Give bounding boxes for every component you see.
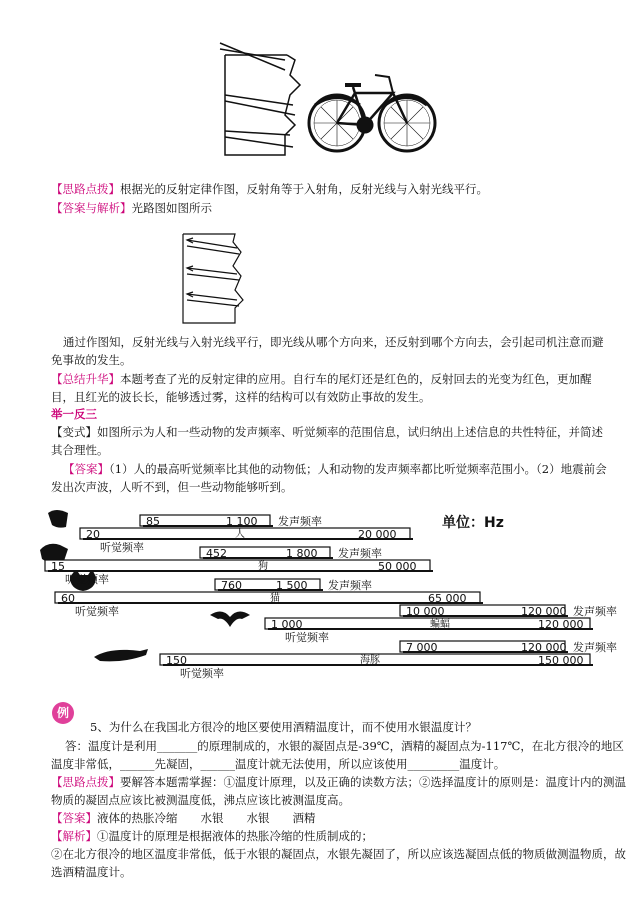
- example-analysis-line-3: 选酒精温度计。: [51, 865, 132, 879]
- emit-max-label: 120 000: [521, 641, 567, 654]
- variant-answer-label: 【答案】: [63, 462, 109, 476]
- hear-caption: 听觉频率: [65, 573, 109, 586]
- variant-answer-paragraph: [51, 460, 611, 496]
- hear-max-label: 50 000: [378, 560, 417, 573]
- hear-max-label: 120 000: [538, 618, 584, 631]
- summary-paragraph: [51, 370, 611, 406]
- hear-max-label: 65 000: [428, 592, 467, 605]
- explain-paragraph: 通过作图知，反射光线与入射光线平行，即光线从哪个方向来，还反射到哪个方向去，会引起司机注意而避免事故的发生。: [51, 335, 604, 367]
- hear-caption: 听觉频率: [180, 667, 224, 680]
- hint-line: [51, 180, 611, 198]
- emit-min-label: 7 000: [406, 641, 438, 654]
- animal-name-label: 蝙蝠: [430, 619, 450, 630]
- answer-text: 光路图如图所示: [131, 201, 212, 215]
- summary-text: 本题考查了光的反射定律的应用。自行车的尾灯还是红色的，反射回去的光变为红色，更加醒目，且红光的波长长，能够透过雾，这样的结构可以有效防止事故的发生。: [51, 372, 592, 404]
- example-answer-row: [51, 809, 611, 827]
- hint-text: 根据光的反射定律作图，反射角等于入射角，反射光线与入射光线平行。: [120, 182, 488, 196]
- emit-caption: 发声频率: [573, 605, 617, 618]
- hear-caption: 听觉频率: [75, 605, 119, 618]
- human-icon: [48, 510, 68, 528]
- reflector-bicycle-figure: [215, 35, 445, 170]
- hear-min-label: 20: [86, 528, 100, 541]
- frequency-chart: [30, 505, 620, 695]
- example-hint-text: 要解答本题需掌握：①温度计原理，以及正确的读数方法；②选择温度计的原则是：温度计内的测温: [120, 775, 626, 789]
- example-hint-line-1: [51, 773, 626, 791]
- section-title: 举一反三: [51, 407, 97, 421]
- hear-max-label: 150 000: [538, 654, 584, 667]
- example-hint-line-2: 物质的凝固点应该比被测温度低，沸点应该比被测温度高。: [51, 793, 350, 807]
- emit-caption: 发声频率: [328, 579, 372, 592]
- example-analysis-line-1: [51, 827, 611, 845]
- hear-caption: 听觉频率: [100, 541, 144, 554]
- animal-name-label: 狗: [258, 561, 268, 572]
- emit-min-label: 10 000: [406, 605, 445, 618]
- animal-name-label: 人: [235, 529, 245, 540]
- light-path-figure: [175, 228, 255, 328]
- emit-caption: 发声频率: [278, 515, 322, 528]
- unit-label: 单位：Hz: [442, 515, 504, 531]
- hear-min-label: 15: [51, 560, 65, 573]
- hear-min-label: 150: [166, 654, 187, 667]
- animal-name-label: 海豚: [360, 655, 380, 666]
- tail-reflector-drawing: [220, 43, 300, 155]
- example-analysis-label: 【解析】: [51, 829, 97, 843]
- emit-caption: 发声频率: [573, 641, 617, 654]
- animal-name-label: 猫: [270, 593, 280, 604]
- example-analysis-text: ①温度计的原理是根据液体的热胀冷缩的性质制成的；: [97, 829, 373, 843]
- bat-icon: [210, 611, 250, 627]
- variant-paragraph: [51, 423, 611, 459]
- variant-label: 【变式】: [51, 425, 97, 439]
- example-answer-label: 【答案】: [51, 811, 97, 825]
- example-analysis-line-2: ②在北方很冷的地区温度非常低，低于水银的凝固点，水银先凝固了，所以应该选凝固点低的物质做测温物质，故: [51, 847, 626, 861]
- emit-caption: 发声频率: [338, 547, 382, 560]
- example-question: 5、为什么在我国北方很冷的地区要使用酒精温度计，而不使用水银温度计？: [90, 720, 477, 734]
- hear-max-label: 20 000: [358, 528, 397, 541]
- answer-line: [51, 199, 611, 217]
- variant-answer-text: （1）人的最高听觉频率比其他的动物低；人和动物的发声频率都比听觉频率范围小。（2）地震前会发出次声波，人听不到，但一些动物能够听到。: [51, 462, 607, 494]
- example-answer-text: 液体的热胀冷缩 水银 水银 酒精: [97, 811, 316, 825]
- example-answer-line-2: 温度非常低，______先凝固，______温度计就无法使用，所以应该使用_________温度计。: [51, 757, 506, 771]
- hint-label: 【思路点拨】: [51, 182, 120, 196]
- variant-text: 如图所示为人和一些动物的发声频率、听觉频率的范围信息，试归纳出上述信息的共性特征，并简述其合理性。: [51, 425, 603, 457]
- emit-max-label: 1 100: [226, 515, 258, 528]
- hear-bar: [45, 560, 430, 571]
- example-answer-line-1: 答：温度计是利用_______的原理制成的，水银的凝固点是-39℃，酒精的凝固点为-117℃，在北方很冷的地区: [65, 739, 624, 753]
- hear-bar: [55, 592, 480, 603]
- answer-label: 【答案与解析】: [51, 201, 132, 215]
- emit-max-label: 1 500: [276, 579, 308, 592]
- example-badge: 例: [52, 702, 74, 724]
- emit-min-label: 85: [146, 515, 160, 528]
- emit-max-label: 120 000: [521, 605, 567, 618]
- dolphin-icon: [94, 649, 148, 661]
- bicycle-drawing: [309, 75, 435, 151]
- example-hint-label: 【思路点拨】: [51, 775, 120, 789]
- hear-caption: 听觉频率: [285, 631, 329, 644]
- hear-min-label: 60: [61, 592, 75, 605]
- emit-min-label: 452: [206, 547, 227, 560]
- summary-label: 【总结升华】: [51, 372, 120, 386]
- emit-min-label: 760: [221, 579, 242, 592]
- hear-min-label: 1 000: [271, 618, 303, 631]
- emit-max-label: 1 800: [286, 547, 318, 560]
